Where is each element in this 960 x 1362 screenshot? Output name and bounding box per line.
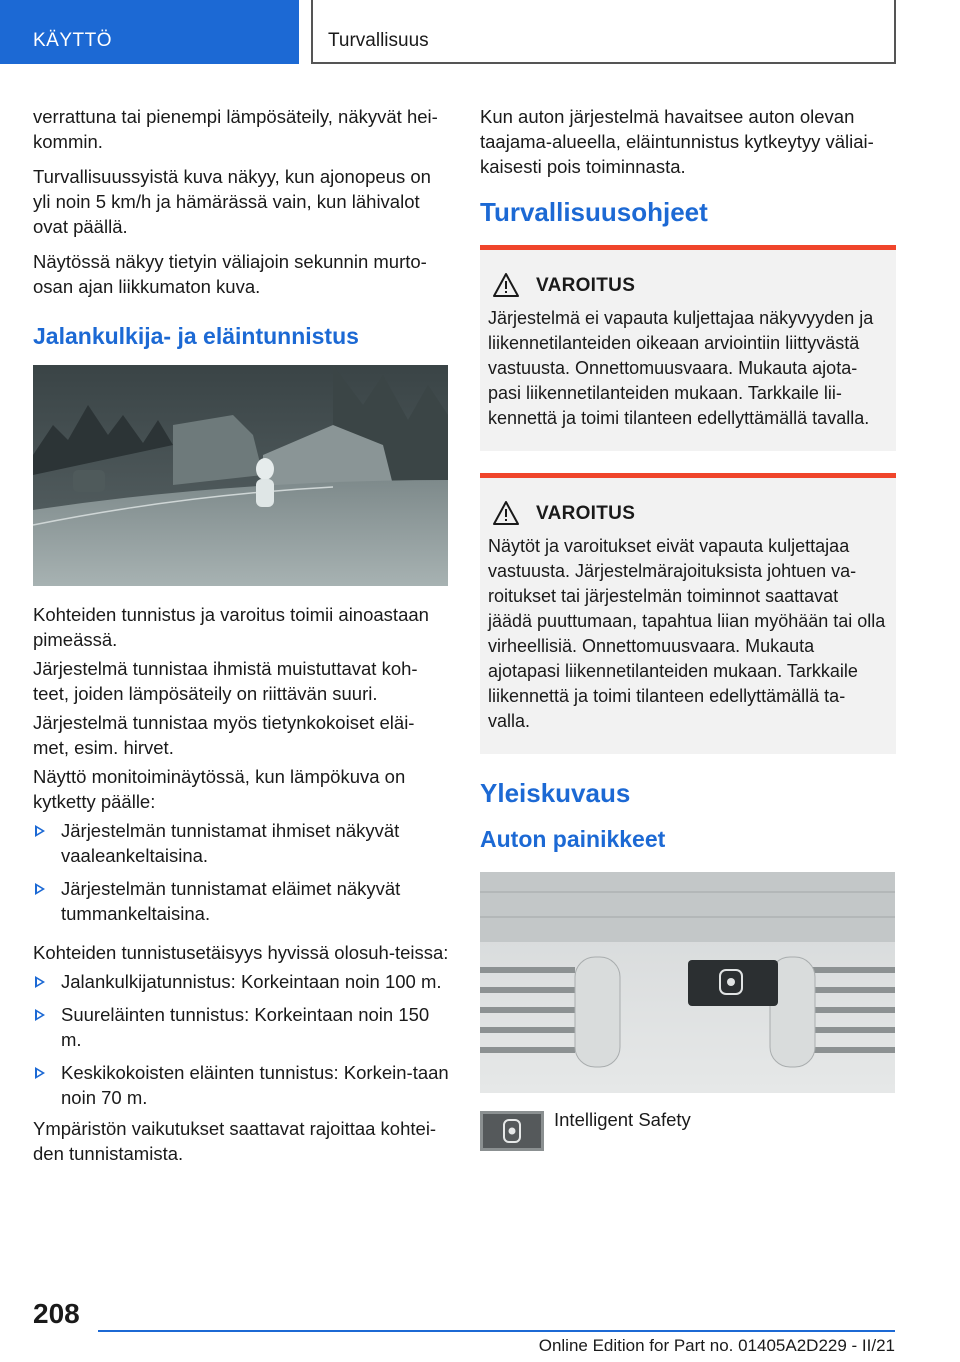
subsection-heading: Auton painikkeet [480,826,666,852]
section-heading: Turvallisuusohjeet [480,197,708,227]
paragraph: Näyttö monitoiminäytössä, kun lämpökuva on kytketty päälle: [33,766,406,812]
header-section-title: KÄYTTÖ [33,30,113,51]
bullet-list [33,969,449,1110]
list-item: Keskikokoisten eläinten tunnistus: Korkein-taan noin 70 m. [33,1060,449,1110]
triangle-bullet-icon [35,1067,45,1079]
triangle-bullet-icon [35,825,45,837]
list-item: Järjestelmän tunnistamat ihmiset näkyvät vaaleankeltaisina. [33,818,449,868]
paragraph: Näytössä näkyy tietyin väliajoin sekunnin murto-osan ajan liikkumaton kuva. [33,251,427,297]
warning-triangle-icon [492,272,520,298]
paragraph: Kun auton järjestelmä havaitsee auton olevan taajama-alueella, eläintunnistus kytkeytyy väliai-kaisesti pois toiminnasta. [480,106,874,177]
left-column [33,104,449,1176]
warning-triangle-icon [492,500,520,526]
section-heading: Yleiskuvaus [480,778,631,808]
warning-title: VAROITUS [536,274,636,296]
page-number: 208 [33,1298,80,1329]
button-legend-row [480,1111,896,1151]
paragraph: Järjestelmä tunnistaa myös tietynkokoiset eläi-met, esim. hirvet. [33,712,415,758]
paragraph: Kohteiden tunnistusetäisyys hyvissä olosuh-teissa: [33,942,449,963]
list-item: Järjestelmän tunnistamat eläimet näkyvät tummankeltaisina. [33,876,449,926]
vehicle-buttons-image [480,872,895,1093]
night-vision-image [33,365,448,586]
paragraph: Ympäristön vaikutukset saattavat rajoittaa kohtei-den tunnistamista. [33,1118,437,1164]
triangle-bullet-icon [35,883,45,895]
list-item: Jalankulkijatunnistus: Korkeintaan noin 100 m. [33,969,449,994]
footer-divider [98,1330,895,1332]
header-chapter-tab [311,0,896,64]
header-chapter-title: Turvallisuus [328,30,429,51]
paragraph: Turvallisuussyistä kuva näkyy, kun ajonopeus on yli noin 5 km/h ja hämärässä vain, kun lähivalot ovat päällä. [33,166,431,237]
warning-title: VAROITUS [536,502,636,524]
list-item: Suureläinten tunnistus: Korkeintaan noin 150 m. [33,1002,449,1052]
paragraph: verrattuna tai pienempi lämpösäteily, näkyvät hei-kommin. [33,106,438,152]
warning-text: Näytöt ja varoitukset eivät vapauta kuljettajaa vastuusta. Järjestelmärajoituksista johtuen va-roitukset tai järjestelmän toiminnot saattavat jäädä puuttumaan, tapahtua liian myöhään tai olla virheellisiä. Onnettomuusvaara. Mukauta ajotapasi liikennetilanteiden mukaan. Tarkkaile liikennettä ja toimi tilanteen edellyttämällä ta-valla. [488,536,886,731]
bullet-list [33,818,449,926]
right-column [480,104,896,1151]
warning-text: Järjestelmä ei vapauta kuljettajaa näkyvyyden ja liikennetilanteiden oikeaan arviointiin liittyvästä vastuusta. Onnettomuusvaara. Mukauta ajota-pasi liikennetilanteiden mukaan. Tarkkaile lii-kennettä ja toimi tilanteen edellyttämällä tavalla. [488,308,874,428]
edition-note: Online Edition for Part no. 01405A2D229 - II/21 [538,1336,895,1355]
button-label: Intelligent Safety [554,1109,691,1130]
subsection-heading: Jalankulkija- ja eläintunnistus [33,323,359,349]
warning-box [480,245,896,451]
warning-box [480,473,896,754]
intelligent-safety-button-icon [480,1111,544,1151]
triangle-bullet-icon [35,1009,45,1021]
header-section-tab [0,0,299,64]
triangle-bullet-icon [35,976,45,988]
paragraph: Järjestelmä tunnistaa ihmistä muistuttavat koh-teet, joiden lämpösäteily on riittävän suuri. [33,658,418,704]
paragraph: Kohteiden tunnistus ja varoitus toimii ainoastaan pimeässä. [33,604,429,650]
